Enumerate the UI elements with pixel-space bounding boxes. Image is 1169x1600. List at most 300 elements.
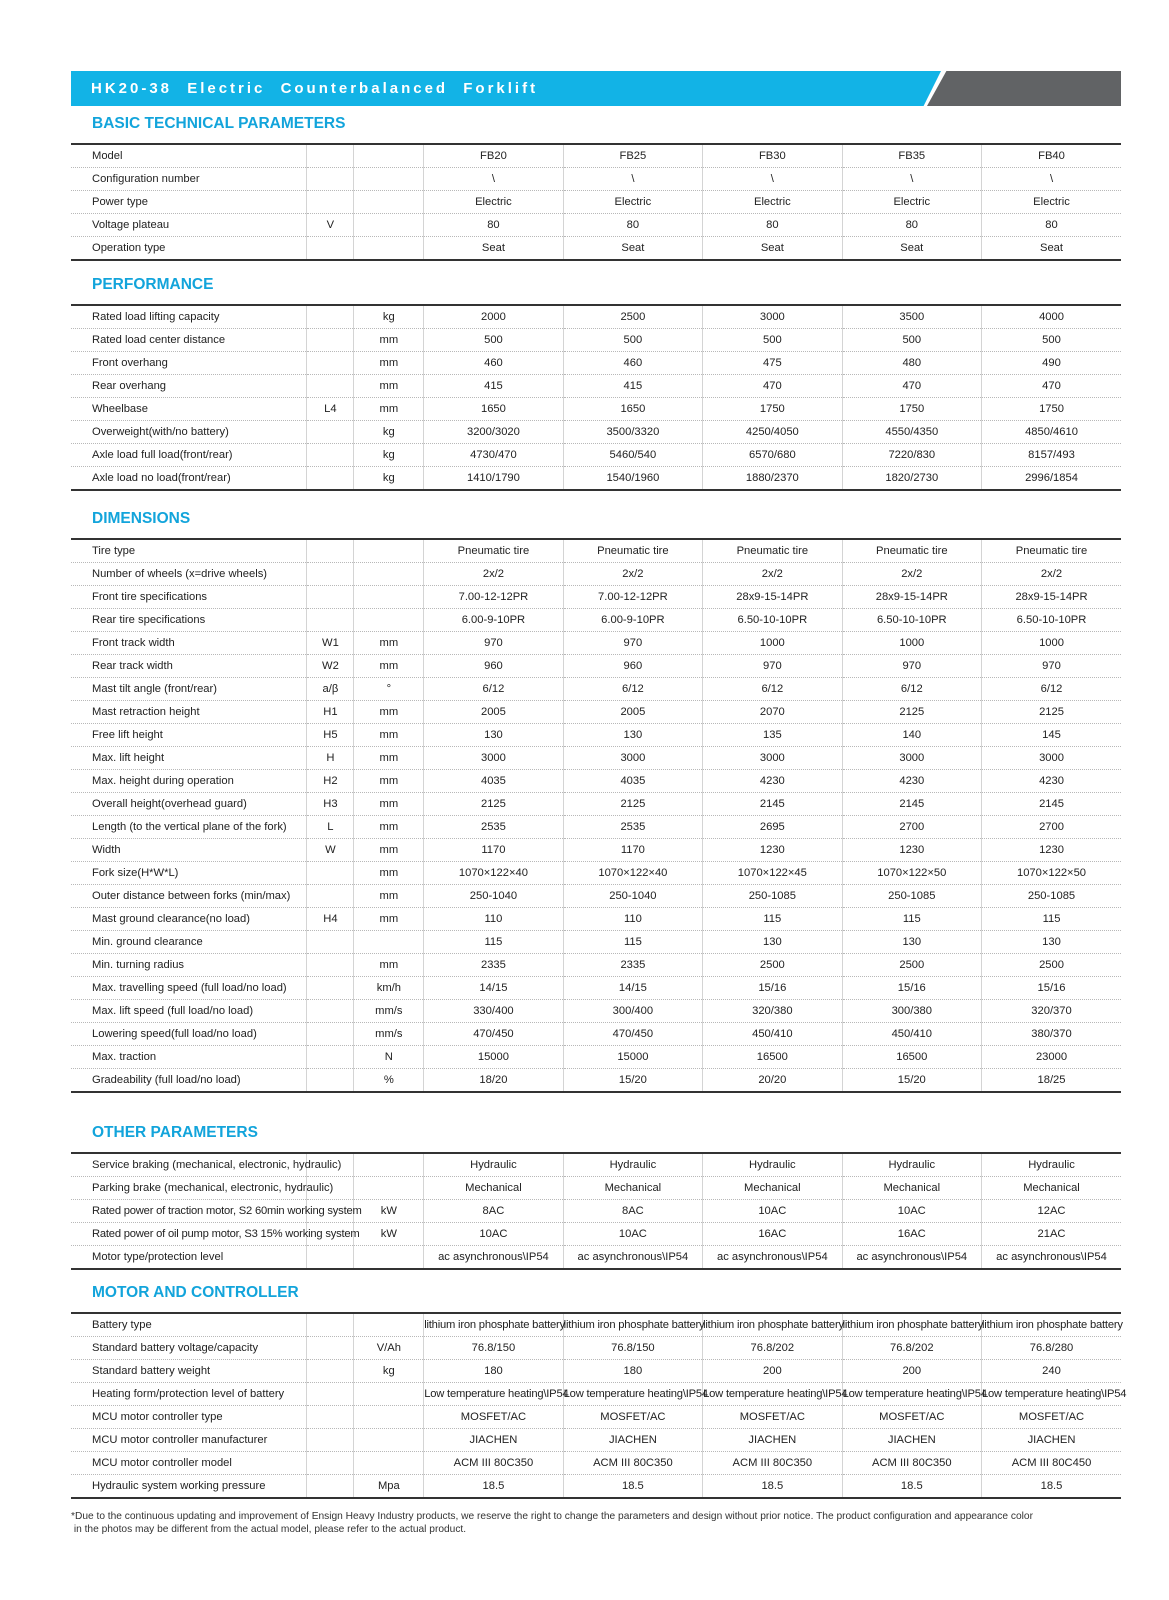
param-name-cell: MCU motor controller model [71,1452,307,1475]
value-cell: 15000 [563,1046,702,1069]
value-cell: JIACHEN [842,1429,981,1452]
value-cell: 10AC [703,1200,842,1223]
symbol-cell: W [307,839,354,862]
value-cell: 7220/830 [842,444,981,467]
value-cell: JIACHEN [563,1429,702,1452]
value-cell: 15/20 [842,1069,981,1093]
value-cell: 475 [703,352,842,375]
value-cell: lithium iron phosphate battery [424,1313,563,1337]
value-cell: 2145 [703,793,842,816]
symbol-cell: L [307,816,354,839]
table-row [71,1475,1121,1499]
value-cell: 2700 [842,816,981,839]
value-cell: 76.8/280 [982,1337,1121,1360]
unit-cell: N [354,1046,424,1069]
table-row [71,214,1121,237]
value-cell: 3500/3320 [563,421,702,444]
param-name-cell: Operation type [71,237,307,261]
value-cell: 6.00-9-10PR [424,609,563,632]
value-cell: ac asynchronous\IP54 [424,1246,563,1270]
value-cell: 490 [982,352,1121,375]
value-cell: FB40 [982,144,1121,168]
value-cell: 23000 [982,1046,1121,1069]
value-cell: lithium iron phosphate battery [563,1313,702,1337]
unit-cell: mm [354,375,424,398]
param-name-cell: Front tire specifications [71,586,307,609]
param-name-cell: Standard battery voltage/capacity [71,1337,307,1360]
table-row [71,398,1121,421]
value-cell: 80 [424,214,563,237]
table-row [71,885,1121,908]
value-cell: 2070 [703,701,842,724]
value-cell: 76.8/202 [842,1337,981,1360]
value-cell: Mechanical [703,1177,842,1200]
value-cell: 1070×122×50 [982,862,1121,885]
value-cell: 16500 [842,1046,981,1069]
unit-cell: mm [354,954,424,977]
value-cell: 2000 [424,305,563,329]
unit-cell [354,1406,424,1429]
value-cell: 250-1085 [703,885,842,908]
unit-cell [354,191,424,214]
value-cell: 1000 [982,632,1121,655]
page-title: HK20-38 Electric Counterbalanced Forklift [91,80,539,97]
value-cell: 18/25 [1037,1074,1066,1086]
value-cell: 6/12 [424,678,563,701]
table-row [71,1153,1121,1177]
value-cell: 1410/1790 [424,467,563,491]
value-cell: 2x/2 [842,563,981,586]
value-cell: 1070×122×50 [842,862,981,885]
value-cell: Mechanical [424,1177,563,1200]
param-name-cell: MCU motor controller manufacturer [71,1429,307,1452]
value-cell: 80 [842,214,981,237]
value-cell: 2335 [424,954,563,977]
unit-cell: Mpa [354,1475,424,1499]
table-row [71,563,1121,586]
value-cell: 80 [563,214,702,237]
value-cell: ac asynchronous\IP54 [703,1246,842,1270]
value-cell: 2335 [563,954,702,977]
param-name-cell: Standard battery weight [71,1360,307,1383]
value-cell: lithium iron phosphate battery [842,1313,981,1337]
value-cell: FB35 [842,144,981,168]
param-name-cell: Max. height during operation [71,770,307,793]
value-cell: 2500 [563,305,702,329]
value-cell: 130 [703,931,842,954]
value-cell: \ [424,168,563,191]
value-cell: 8AC [424,1200,563,1223]
value-cell: Electric [982,191,1121,214]
table-row [71,977,1121,1000]
value-cell: 18.5 [1040,1480,1063,1492]
symbol-cell [307,1452,354,1475]
param-name-cell: Rear tire specifications [71,609,307,632]
table-row [71,816,1121,839]
param-name-cell: Parking brake (mechanical, electronic, hydraulic) [71,1177,307,1200]
value-cell: 180 [563,1360,702,1383]
unit-cell: mm [354,398,424,421]
param-name-cell: Length (to the vertical plane of the fork) [71,816,307,839]
param-name-cell: Max. lift height [71,747,307,770]
section-dimensions [71,507,1121,1093]
value-cell: 500 [982,329,1121,352]
params-table [71,304,1121,491]
param-name-cell: Gradeability (full load/no load) [71,1069,307,1093]
table-row [71,539,1121,563]
value-cell: ACM III 80C350 [842,1452,981,1475]
title-banner [71,71,1121,106]
table-row [71,1337,1121,1360]
param-name-cell: Min. turning radius [71,954,307,977]
value-cell: 18.5 [842,1475,981,1499]
symbol-cell [307,444,354,467]
unit-cell: kW [354,1200,424,1223]
param-name-cell: Number of wheels (x=drive wheels) [71,563,307,586]
value-cell: ACM III 80C350 [703,1452,842,1475]
param-name-cell: Front track width [71,632,307,655]
value-cell: 470 [982,375,1121,398]
param-name-cell: Rear track width [71,655,307,678]
param-name-cell: Free lift height [71,724,307,747]
section-title: BASIC TECHNICAL PARAMETERS [92,115,346,132]
unit-cell [354,931,424,954]
params-table [71,538,1121,1093]
table-row [71,954,1121,977]
symbol-cell [307,1429,354,1452]
table-row [71,1313,1121,1337]
unit-cell [354,214,424,237]
value-cell: ACM III 80C350 [424,1452,563,1475]
unit-cell [354,563,424,586]
value-cell: Seat [1040,242,1064,254]
param-name-cell: Mast ground clearance(no load) [71,908,307,931]
section-performance [71,273,1121,491]
symbol-cell: H5 [307,724,354,747]
param-name-cell: Configuration number [71,168,307,191]
params-table [71,1152,1121,1270]
value-cell: 115 [563,931,702,954]
symbol-cell: W1 [307,632,354,655]
symbol-cell: H3 [307,793,354,816]
value-cell: 8157/493 [982,444,1121,467]
value-cell: \ [842,168,981,191]
value-cell: 200 [703,1360,842,1383]
symbol-cell [307,1313,354,1337]
symbol-cell [307,977,354,1000]
value-cell: Electric [424,191,563,214]
table-row [71,1383,1121,1406]
value-cell: \ [703,168,842,191]
unit-cell [354,1177,424,1200]
value-cell: 4230 [842,770,981,793]
value-cell: 7.00-12-12PR [424,586,563,609]
value-cell: 470/450 [424,1023,563,1046]
value-cell: 470/450 [563,1023,702,1046]
footnote [71,1510,1121,1536]
value-cell: Electric [563,191,702,214]
symbol-cell [307,1000,354,1023]
value-cell: 14/15 [563,977,702,1000]
unit-cell [354,1313,424,1337]
banner-gray-stripe [927,71,1121,106]
value-cell: 130 [563,724,702,747]
value-cell: Hydraulic [563,1153,702,1177]
value-cell: ac asynchronous\IP54 [563,1246,702,1270]
value-cell: Pneumatic tire [424,539,563,563]
value-cell: 5460/540 [563,444,702,467]
symbol-cell [307,1046,354,1069]
value-cell: 460 [563,352,702,375]
value-cell: 1170 [424,839,563,862]
value-cell: lithium iron phosphate battery [703,1313,842,1337]
value-cell: lithium iron phosphate battery [982,1313,1121,1337]
unit-cell: mm [354,701,424,724]
symbol-cell [307,954,354,977]
table-row [71,352,1121,375]
symbol-cell [307,862,354,885]
table-row [71,467,1121,491]
value-cell: 960 [563,655,702,678]
value-cell: 18.5 [703,1475,842,1499]
symbol-cell: V [307,214,354,237]
value-cell: 2500 [842,954,981,977]
value-cell: 16AC [703,1223,842,1246]
symbol-cell [307,191,354,214]
value-cell: 21AC [982,1223,1121,1246]
value-cell: 480 [842,352,981,375]
table-row [71,655,1121,678]
value-cell: 250-1040 [424,885,563,908]
value-cell: 6570/680 [703,444,842,467]
table-row [71,1360,1121,1383]
params-table [71,1312,1127,1499]
value-cell: 2996/1854 [1025,472,1078,484]
param-name-cell: Front overhang [71,352,307,375]
section-other-parameters [71,1121,1121,1270]
value-cell: 2005 [424,701,563,724]
symbol-cell [307,352,354,375]
table-row [71,1452,1121,1475]
param-name-cell: Max. lift speed (full load/no load) [71,1000,307,1023]
value-cell: Mechanical [563,1177,702,1200]
value-cell: 1750 [842,398,981,421]
symbol-cell [307,609,354,632]
value-cell: 28x9-15-14PR [842,586,981,609]
value-cell: Electric [703,191,842,214]
value-cell: 6/12 [563,678,702,701]
value-cell: 2500 [982,954,1121,977]
value-cell: Low temperature heating\IP54 [424,1383,563,1406]
unit-cell [354,539,424,563]
value-cell: 330/400 [424,1000,563,1023]
value-cell: 1230 [842,839,981,862]
value-cell: 3000 [424,747,563,770]
value-cell: 14/15 [424,977,563,1000]
param-name-cell: Motor type/protection level [71,1246,307,1270]
symbol-cell [307,1337,354,1360]
value-cell: 76.8/150 [563,1337,702,1360]
symbol-cell [307,375,354,398]
param-name-cell: Rated power of oil pump motor, S3 15% working system [71,1223,307,1246]
param-name-cell: Heating form/protection level of battery [71,1383,307,1406]
value-cell: 3000 [703,305,842,329]
unit-cell: ° [354,678,424,701]
unit-cell [354,586,424,609]
param-name-cell: Axle load full load(front/rear) [71,444,307,467]
unit-cell [354,168,424,191]
unit-cell: mm [354,839,424,862]
value-cell: 970 [424,632,563,655]
value-cell: 2145 [982,793,1121,816]
value-cell: JIACHEN [424,1429,563,1452]
value-cell: 6.50-10-10PR [982,609,1121,632]
value-cell: Pneumatic tire [982,539,1121,563]
value-cell: 2x/2 [703,563,842,586]
value-cell: 28x9-15-14PR [703,586,842,609]
unit-cell [354,1452,424,1475]
value-cell: 4000 [982,305,1121,329]
param-name-cell: Rear overhang [71,375,307,398]
param-name-cell: Max. traction [71,1046,307,1069]
value-cell: 1070×122×40 [563,862,702,885]
symbol-cell [307,305,354,329]
value-cell: 6/12 [842,678,981,701]
param-name-cell: Outer distance between forks (min/max) [71,885,307,908]
value-cell: 10AC [424,1223,563,1246]
param-name-cell: Rated power of traction motor, S2 60min working system [71,1200,307,1223]
value-cell: 2535 [424,816,563,839]
value-cell: 1650 [563,398,702,421]
value-cell: 15/16 [982,977,1121,1000]
value-cell: 240 [982,1360,1121,1383]
unit-cell: % [354,1069,424,1093]
unit-cell [354,1429,424,1452]
value-cell: Seat [563,237,702,261]
symbol-cell [307,931,354,954]
table-row [71,168,1121,191]
value-cell: 28x9-15-14PR [982,586,1121,609]
value-cell: 1000 [703,632,842,655]
value-cell: JIACHEN [982,1429,1121,1452]
value-cell: 2005 [563,701,702,724]
unit-cell [354,609,424,632]
footnote-line: *Due to the continuous updating and improvement of Ensign Heavy Industry products, we reserve the right to change the parameters and design without prior notice. The product configuration and appearance color [71,1511,1033,1522]
value-cell: 7.00-12-12PR [563,586,702,609]
param-name-cell: Width [71,839,307,862]
table-row [71,237,1121,261]
value-cell: Mechanical [982,1177,1121,1200]
value-cell: 250-1040 [563,885,702,908]
table-row [71,839,1121,862]
value-cell: 4230 [982,770,1121,793]
value-cell: 4550/4350 [842,421,981,444]
param-name-cell: Wheelbase [71,398,307,421]
table-row [71,701,1121,724]
value-cell: 15000 [424,1046,563,1069]
value-cell: Mechanical [842,1177,981,1200]
symbol-cell [307,168,354,191]
value-cell: 3000 [982,747,1121,770]
footnote-line: in the photos may be different from the actual model, please refer to the actual product. [71,1524,467,1535]
value-cell: FB20 [424,144,563,168]
value-cell: FB30 [703,144,842,168]
unit-cell: kg [354,444,424,467]
value-cell: 115 [703,908,842,931]
unit-cell: V/Ah [354,1337,424,1360]
unit-cell: mm [354,352,424,375]
value-cell: 970 [982,655,1121,678]
value-cell: 2145 [842,793,981,816]
value-cell: 300/400 [563,1000,702,1023]
table-row [71,191,1121,214]
value-cell: 1750 [982,398,1121,421]
table-row [71,609,1121,632]
unit-cell: kg [354,305,424,329]
symbol-cell: H4 [307,908,354,931]
value-cell: 250-1085 [982,885,1121,908]
symbol-cell [307,1475,354,1499]
value-cell: 4250/4050 [703,421,842,444]
symbol-cell: H1 [307,701,354,724]
value-cell: 15/16 [842,977,981,1000]
value-cell: 320/370 [982,1000,1121,1023]
value-cell: 1650 [424,398,563,421]
value-cell: 10AC [842,1200,981,1223]
table-row [71,375,1121,398]
value-cell: Seat [842,237,981,261]
table-row [71,1200,1121,1223]
unit-cell [354,1153,424,1177]
value-cell: Low temperature heating\IP54 [563,1383,702,1406]
value-cell: 2125 [563,793,702,816]
unit-cell: mm [354,793,424,816]
value-cell: 135 [703,724,842,747]
value-cell: JIACHEN [703,1429,842,1452]
value-cell: 1170 [563,839,702,862]
value-cell: 2125 [982,701,1121,724]
param-name-cell: Battery type [71,1313,307,1337]
param-name-cell: Max. travelling speed (full load/no load) [71,977,307,1000]
params-table [71,143,1121,261]
value-cell: 970 [842,655,981,678]
table-row [71,421,1121,444]
value-cell: 4035 [563,770,702,793]
symbol-cell: W2 [307,655,354,678]
table-row [71,144,1121,168]
param-name-cell: Fork size(H*W*L) [71,862,307,885]
table-row [71,908,1121,931]
value-cell: 76.8/202 [703,1337,842,1360]
section-title: PERFORMANCE [92,276,214,293]
unit-cell: mm [354,724,424,747]
section-title: DIMENSIONS [92,510,191,527]
value-cell: 16AC [842,1223,981,1246]
table-row [71,1046,1121,1069]
symbol-cell [307,144,354,168]
param-name-cell: Min. ground clearance [71,931,307,954]
unit-cell: mm [354,885,424,908]
value-cell: 450/410 [703,1023,842,1046]
value-cell: 415 [563,375,702,398]
unit-cell [354,1383,424,1406]
symbol-cell [307,1360,354,1383]
value-cell: 1000 [842,632,981,655]
value-cell: Low temperature heating\IP54 [842,1383,981,1406]
table-row [71,1023,1121,1046]
value-cell: 12AC [982,1200,1121,1223]
unit-cell: mm [354,747,424,770]
